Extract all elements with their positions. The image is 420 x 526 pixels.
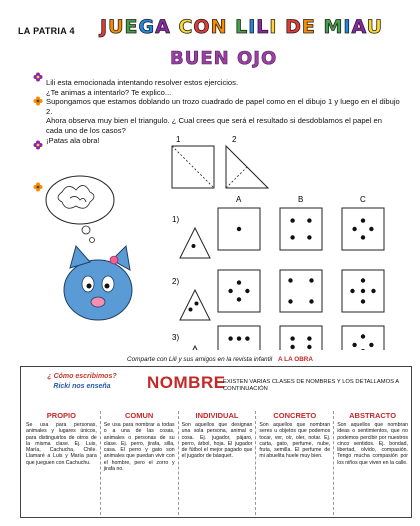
noun-column-concreto bbox=[256, 411, 334, 515]
flower-icon bbox=[33, 96, 43, 106]
como-title: ¿ Cómo escribimos? bbox=[47, 373, 117, 380]
row-label: 2) bbox=[172, 277, 180, 286]
nombre-panel bbox=[20, 366, 412, 518]
nombre-description: EXISTEN VARIAS CLASES DE NOMBRES Y LOS DETALLAMOS A CONTINUACIÓN bbox=[223, 379, 399, 392]
title-letter: G bbox=[138, 16, 156, 38]
option-square bbox=[280, 270, 322, 312]
option-hole bbox=[307, 336, 311, 340]
nombre-header bbox=[25, 371, 409, 399]
como-subtitle: Ricki nos enseña bbox=[53, 383, 111, 390]
column-title: ABSTRACTO bbox=[349, 411, 397, 420]
option-hole bbox=[290, 345, 294, 349]
noun-column-propio bbox=[23, 411, 101, 515]
noun-column-abstracto bbox=[334, 411, 411, 515]
noun-column-comun bbox=[101, 411, 179, 515]
title-letter: O bbox=[193, 16, 211, 38]
title-letter: N bbox=[210, 16, 228, 38]
option-label: B bbox=[298, 195, 304, 204]
column-text: Son aquellos que designan una sola persona, animal o cosa. Ej. jugador, pájaro, perro, árbol, hoja. El jugador de fútbol el mejor pagado que el jugador de básquet. bbox=[181, 422, 253, 460]
option-hole bbox=[361, 349, 365, 350]
option-square bbox=[280, 208, 322, 250]
step-label: 2 bbox=[232, 135, 237, 144]
column-text: Son aquellos que nombran ideas o sentimientos, que no podemos percibir por nuestros cinco sentidos. Ej. bondad, libertad, olvido, compasión. Tengo mucha compasión por los niños que viven en la calle. bbox=[337, 422, 408, 466]
noun-column-individual bbox=[179, 411, 257, 515]
title-letter: I bbox=[269, 16, 278, 38]
option-hole bbox=[307, 218, 311, 222]
option-hole bbox=[307, 235, 311, 239]
option-hole bbox=[309, 299, 313, 303]
option-hole bbox=[307, 345, 311, 349]
title-letter: I bbox=[343, 16, 352, 38]
title-letter: U bbox=[366, 16, 384, 38]
step-label: 1 bbox=[176, 135, 181, 144]
title-letter bbox=[227, 16, 235, 38]
title-letter: L bbox=[256, 16, 270, 38]
title-letter: C bbox=[178, 16, 194, 38]
nombre-title: NOMBRE bbox=[147, 373, 226, 392]
column-text: Se usa para nombrar a todas o a una de las cosas, animales o personas de su clase. Ej. perro, jirafa, silla, casa. El perro y gato son animales que puedan vivir con el hombre, pero el zorro y jirafa no. bbox=[103, 422, 175, 473]
option-hole bbox=[350, 289, 354, 293]
option-hole bbox=[237, 336, 241, 340]
title-letter bbox=[277, 16, 285, 38]
title-letter: E bbox=[301, 16, 316, 38]
cat-illustration bbox=[64, 246, 132, 320]
option-hole bbox=[290, 218, 294, 222]
option-hole bbox=[290, 336, 294, 340]
column-title: CONCRETO bbox=[273, 411, 317, 420]
title-letter: A bbox=[351, 16, 367, 38]
option-hole bbox=[371, 289, 375, 293]
folded-triangle bbox=[180, 228, 210, 258]
option-square bbox=[218, 270, 260, 312]
triangle-hole bbox=[195, 302, 199, 306]
caption-text: Comparte con Lili y sus amigos en la revista infantil bbox=[126, 356, 273, 363]
option-hole bbox=[369, 227, 373, 231]
option-hole bbox=[361, 235, 365, 239]
column-text: Se usa para personas, animales y lugares únicos, para distinguirlos de otros de la misma clase. Ej. Luis, María, Cachucha, Chile. Llamaré a Luis y María para que jueguen con Cachuchu. bbox=[26, 422, 97, 466]
intro-line: Ahora observa muy bien el triangulo. ¿ Cual crees que será el resultado si desdoblamos el papel en cada uno de los casos? bbox=[46, 116, 383, 135]
intro-line: Supongamos que estamos doblando un trozo cuadrado de papel como en el dibujo 1 y luego en el dibujo 2. bbox=[46, 97, 400, 116]
flower-icon bbox=[33, 72, 43, 82]
title-letter: M bbox=[323, 16, 344, 38]
option-hole bbox=[245, 336, 249, 340]
title-letter: A bbox=[155, 16, 171, 38]
option-hole bbox=[228, 336, 232, 340]
column-text: Son aquellos que nombran seres u objetos que podemos tocar, ver, oír, oler, notar. Ej. carta, gato, perfume, nube, fruta, semilla. El perfume de mi abuelita huele muy bien. bbox=[259, 422, 331, 460]
option-hole bbox=[237, 280, 241, 284]
option-hole bbox=[361, 334, 365, 338]
option-hole bbox=[237, 297, 241, 301]
option-hole bbox=[352, 343, 356, 347]
title-letter: I bbox=[248, 16, 257, 38]
option-hole bbox=[237, 227, 241, 231]
option-square bbox=[280, 326, 322, 350]
title-letter: U bbox=[108, 16, 125, 38]
page-subtitle: BUEN OJO bbox=[170, 48, 278, 69]
option-hole bbox=[288, 299, 292, 303]
title-letter: J bbox=[100, 16, 109, 38]
option-hole bbox=[290, 235, 294, 239]
option-hole bbox=[288, 278, 292, 282]
column-title: COMUN bbox=[125, 411, 154, 420]
page-title bbox=[100, 16, 400, 38]
title-letter: E bbox=[124, 16, 139, 38]
intro-line: Lili esta emocionada intentando resolver estos ejercicios. bbox=[46, 78, 239, 87]
option-hole bbox=[361, 289, 365, 293]
triangle-hole bbox=[192, 244, 196, 248]
fold-line bbox=[226, 167, 247, 188]
option-hole bbox=[369, 343, 373, 347]
intro-line: ¿Te animas a intentarlo? Te explico... bbox=[46, 87, 172, 97]
option-hole bbox=[361, 218, 365, 222]
option-square bbox=[342, 208, 384, 250]
row-label: 1) bbox=[172, 215, 180, 224]
option-hole bbox=[309, 278, 313, 282]
thought-bubble bbox=[46, 176, 114, 243]
option-hole bbox=[361, 278, 365, 282]
folded-triangle bbox=[180, 290, 210, 320]
caption bbox=[60, 356, 380, 363]
column-title: PROPIO bbox=[46, 411, 76, 420]
folded-triangle bbox=[180, 346, 210, 350]
option-label: A bbox=[236, 195, 242, 204]
column-title: INDIVIDUAL bbox=[195, 411, 239, 420]
intro-line: ¡Patas ala obra! bbox=[46, 135, 100, 145]
option-hole bbox=[361, 299, 365, 303]
section-label: LA PATRIA 4 bbox=[18, 26, 75, 36]
caption-logo: A LA OBRA bbox=[278, 356, 314, 363]
row-label: 3) bbox=[172, 333, 180, 342]
title-letter: L bbox=[235, 16, 249, 38]
noun-types bbox=[23, 411, 411, 515]
fold-line bbox=[172, 146, 214, 188]
title-letter: D bbox=[285, 16, 302, 38]
option-label: C bbox=[360, 195, 366, 204]
triangle-hole bbox=[189, 308, 193, 312]
option-hole bbox=[352, 227, 356, 231]
option-hole bbox=[245, 289, 249, 293]
option-hole bbox=[228, 289, 232, 293]
puzzle-figure bbox=[0, 120, 420, 350]
